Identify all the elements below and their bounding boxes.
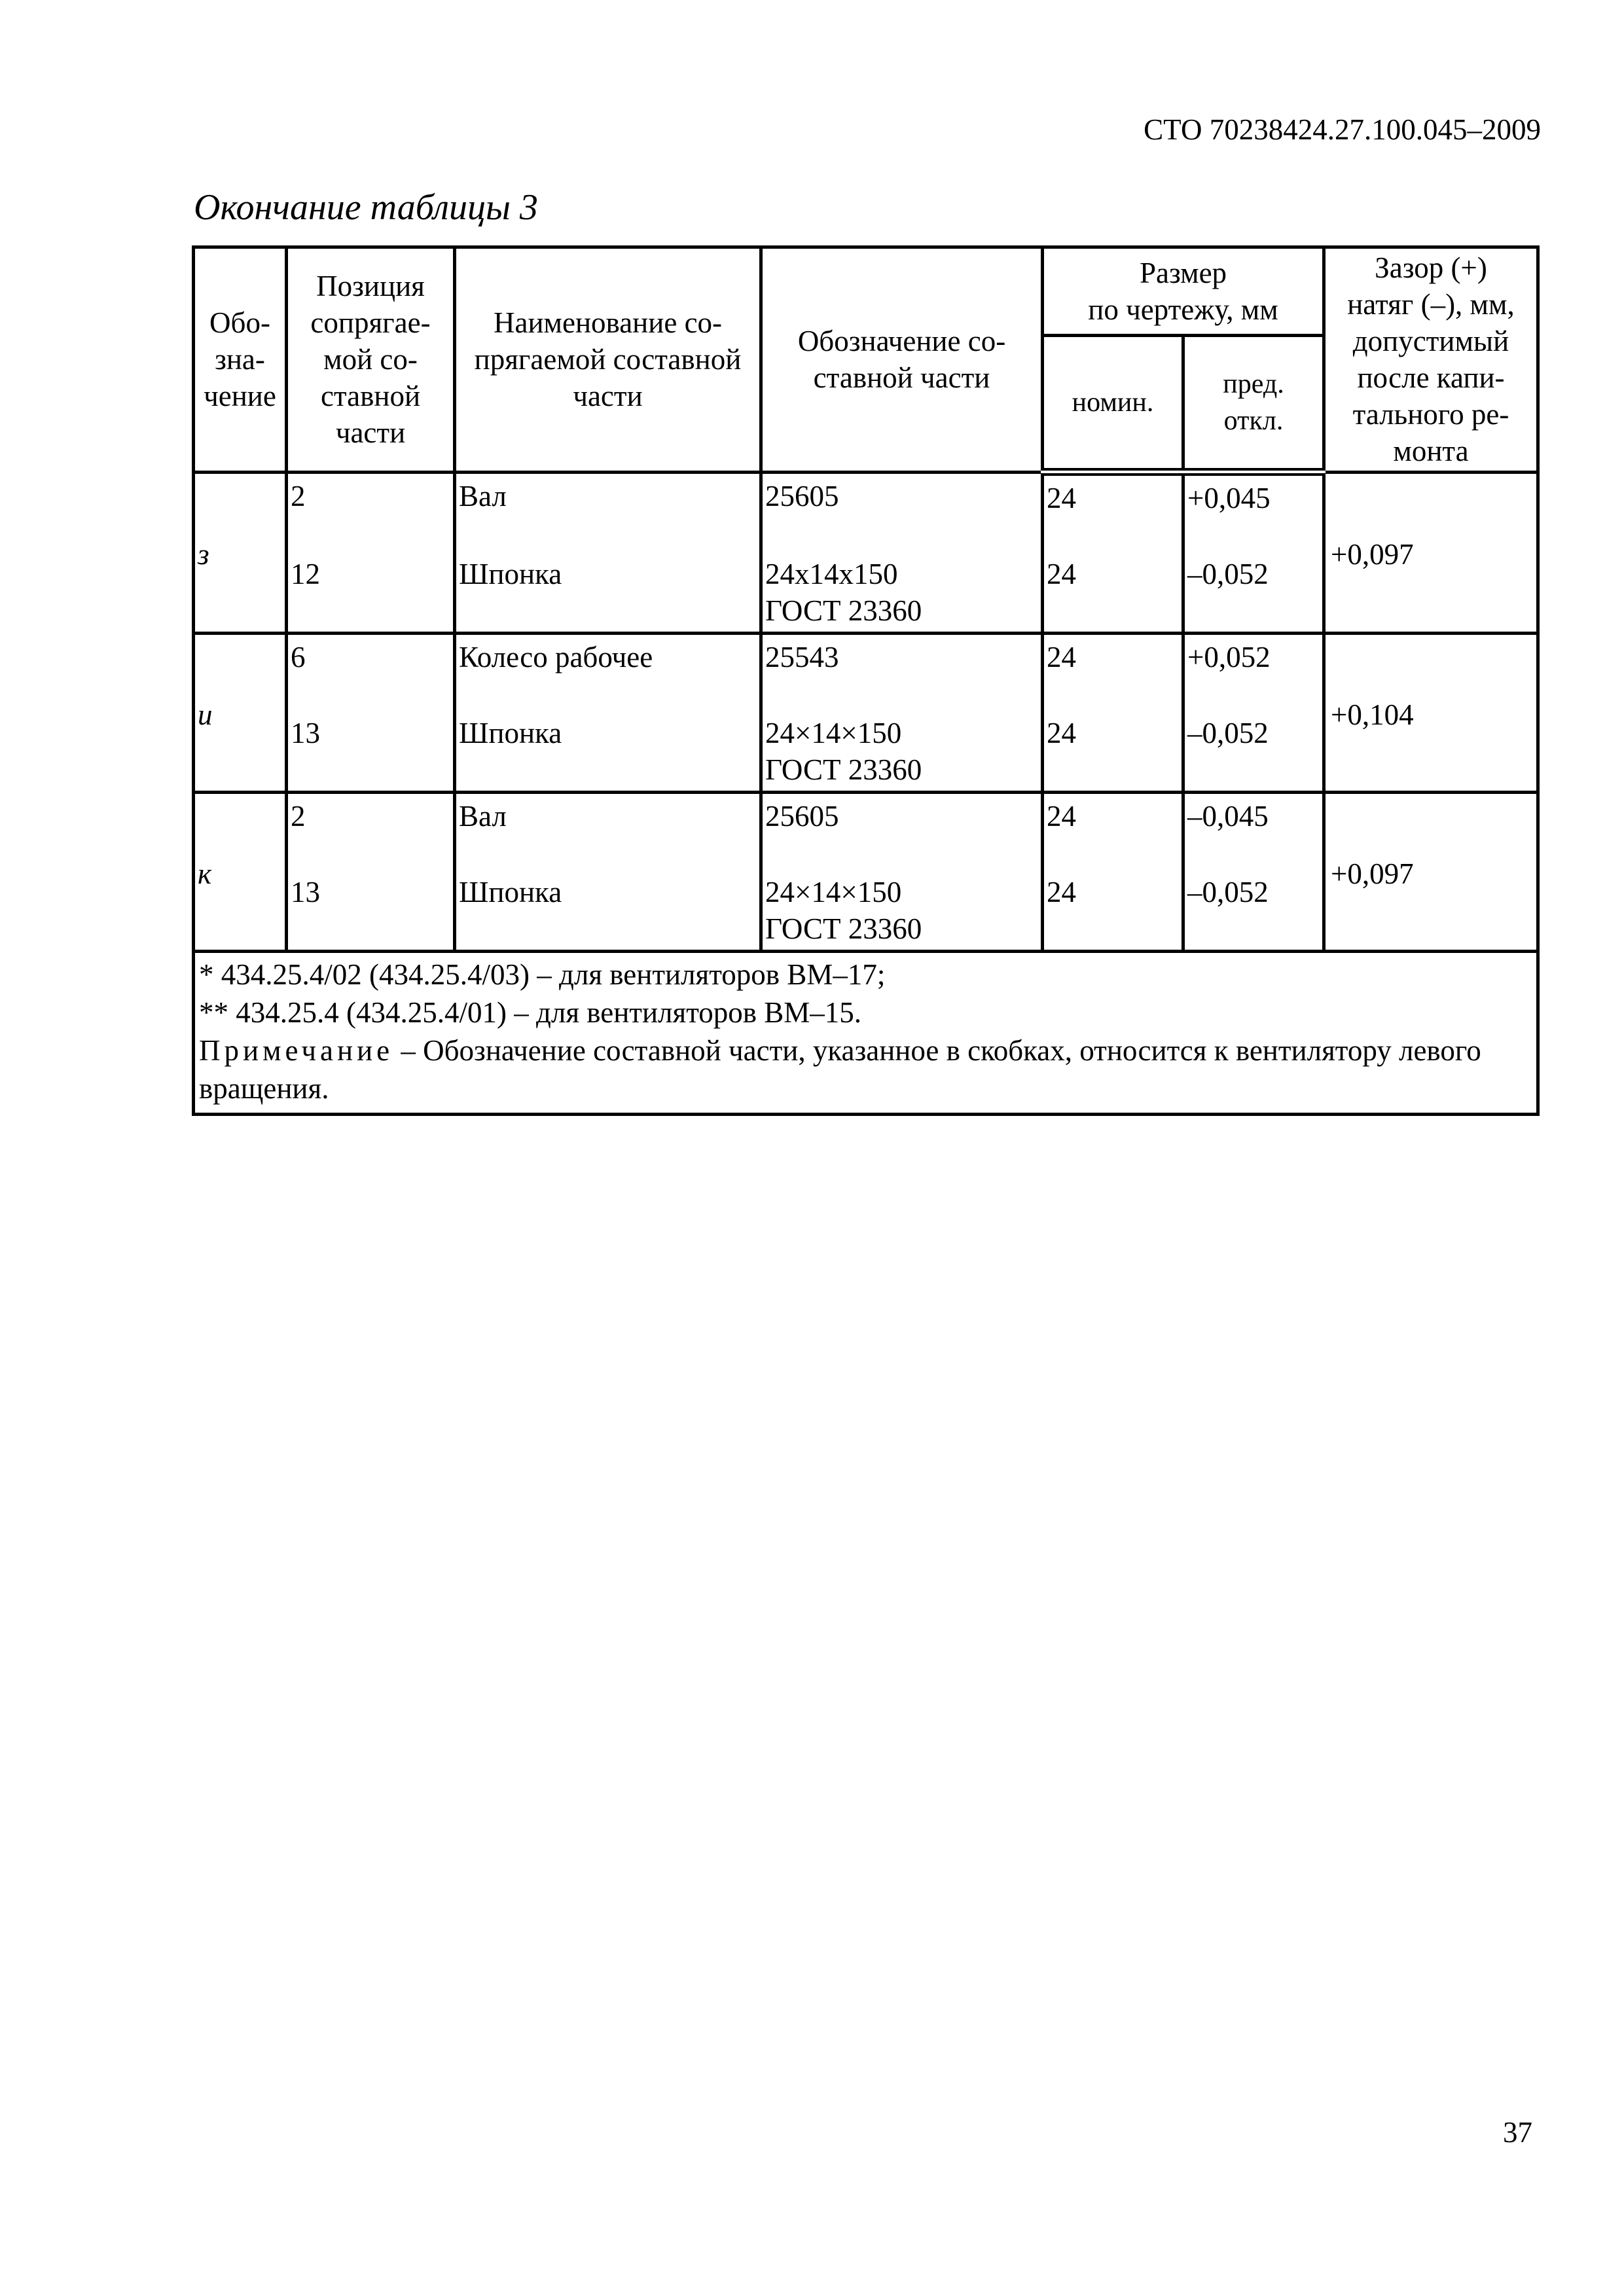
cell-nominal xyxy=(1043,592,1183,634)
cell-deviation: –0,052 xyxy=(1183,516,1324,592)
col-header-position: Позиция сопрягае- мой со- ставной части xyxy=(287,247,455,473)
cell-part-code: 24×14×150 xyxy=(761,675,1043,751)
group-gap: +0,104 xyxy=(1324,634,1538,793)
cell-name xyxy=(455,592,761,634)
table-notes-row xyxy=(194,952,1538,1115)
cell-name: Вал xyxy=(455,472,761,516)
cell-position: 13 xyxy=(287,675,455,751)
footnote-2: ** 434.25.4 (434.25.4/01) – для вентиляторов ВМ–15. xyxy=(199,996,862,1029)
col-header-gap: Зазор (+) натяг (–), мм, допустимый после капи- тального ре- монта xyxy=(1324,247,1538,473)
cell-position: 2 xyxy=(287,472,455,516)
cell-deviation: –0,045 xyxy=(1183,793,1324,835)
cell-deviation xyxy=(1183,910,1324,952)
cell-nominal xyxy=(1043,910,1183,952)
table-row xyxy=(194,634,1538,676)
table-row xyxy=(194,472,1538,516)
cell-part-code: 24×14×150 xyxy=(761,834,1043,910)
note xyxy=(199,1031,1532,1107)
data-table xyxy=(192,245,1540,1116)
cell-deviation xyxy=(1183,592,1324,634)
group-designation: з xyxy=(194,472,287,634)
cell-nominal: 24 xyxy=(1043,516,1183,592)
page-number: 37 xyxy=(1503,2116,1532,2149)
cell-deviation: +0,045 xyxy=(1183,472,1324,516)
group-designation: к xyxy=(194,793,287,952)
cell-nominal: 24 xyxy=(1043,834,1183,910)
document-code: СТО 70238424.27.100.045–2009 xyxy=(1144,113,1541,146)
cell-name: Шпонка xyxy=(455,675,761,751)
cell-nominal: 24 xyxy=(1043,634,1183,676)
group-gap: +0,097 xyxy=(1324,793,1538,952)
footnote-1: * 434.25.4/02 (434.25.4/03) – для вентиляторов ВМ–17; xyxy=(199,958,886,991)
cell-nominal: 24 xyxy=(1043,472,1183,516)
col-header-nominal: номин. xyxy=(1043,336,1183,473)
table-caption: Окончание таблицы 3 xyxy=(194,187,538,228)
table-row xyxy=(194,793,1538,835)
col-header-size-group: Размер по чертежу, мм xyxy=(1043,247,1324,336)
cell-name xyxy=(455,910,761,952)
cell-part-code: 25543 xyxy=(761,634,1043,676)
cell-part-code: 24x14x150 xyxy=(761,516,1043,592)
cell-position xyxy=(287,751,455,793)
note-label: Примечание xyxy=(199,1034,394,1067)
cell-part-code: 25605 xyxy=(761,472,1043,516)
note-text: – Обозначение составной части, указанное в скобках, относится к вентилятору левого вращения. xyxy=(199,1034,1481,1105)
cell-nominal: 24 xyxy=(1043,793,1183,835)
cell-part-code: 25605 xyxy=(761,793,1043,835)
cell-part-standard: ГОСТ 23360 xyxy=(761,592,1043,634)
cell-deviation: +0,052 xyxy=(1183,634,1324,676)
cell-part-standard: ГОСТ 23360 xyxy=(761,751,1043,793)
cell-position: 6 xyxy=(287,634,455,676)
cell-deviation xyxy=(1183,751,1324,793)
group-gap: +0,097 xyxy=(1324,472,1538,634)
cell-nominal: 24 xyxy=(1043,675,1183,751)
col-header-part-code: Обозначение со- ставной части xyxy=(761,247,1043,473)
cell-part-standard: ГОСТ 23360 xyxy=(761,910,1043,952)
cell-nominal xyxy=(1043,751,1183,793)
cell-position xyxy=(287,910,455,952)
cell-position: 2 xyxy=(287,793,455,835)
cell-name: Шпонка xyxy=(455,516,761,592)
cell-position: 13 xyxy=(287,834,455,910)
col-header-name: Наименование со- прягаемой составной части xyxy=(455,247,761,473)
cell-deviation: –0,052 xyxy=(1183,675,1324,751)
cell-name: Шпонка xyxy=(455,834,761,910)
cell-name xyxy=(455,751,761,793)
cell-name: Колесо рабочее xyxy=(455,634,761,676)
cell-deviation: –0,052 xyxy=(1183,834,1324,910)
cell-position: 12 xyxy=(287,516,455,592)
col-header-designation: Обо- зна- чение xyxy=(194,247,287,473)
cell-position xyxy=(287,592,455,634)
cell-name: Вал xyxy=(455,793,761,835)
table-notes xyxy=(194,952,1538,1115)
col-header-deviation: пред. откл. xyxy=(1183,336,1324,473)
group-designation: и xyxy=(194,634,287,793)
